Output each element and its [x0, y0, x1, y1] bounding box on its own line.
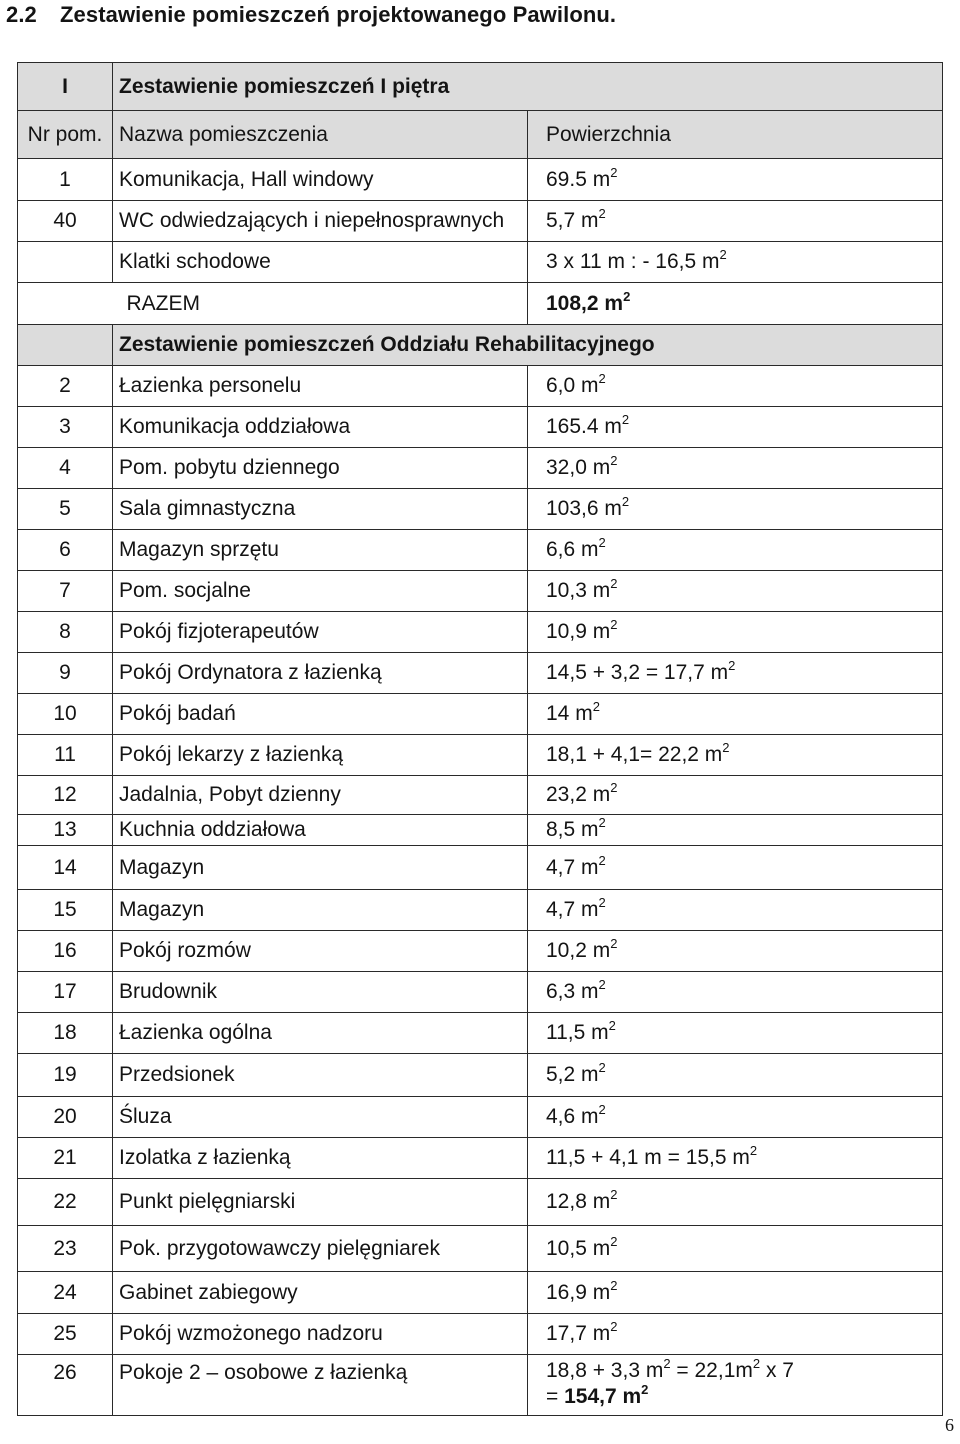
room-area-value: 6,0 m: [546, 374, 599, 397]
rehab-section-header: [18, 325, 943, 366]
room-area-part-b: = 22,1m: [670, 1359, 753, 1382]
room-area: [528, 1097, 943, 1138]
room-area: [528, 653, 943, 694]
table-row: [18, 890, 943, 931]
room-area-value: 69.5 m: [546, 167, 611, 191]
column-header-area: Powierzchnia: [528, 111, 943, 159]
room-area: [528, 407, 943, 448]
table-row: [18, 612, 943, 653]
room-area: [528, 694, 943, 735]
unit-exponent: 2: [752, 1356, 761, 1371]
room-name: Łazienka personelu: [113, 366, 528, 407]
room-area-value: 4,7 m: [546, 898, 599, 921]
room-number: 6: [18, 530, 113, 571]
room-name: Pom. socjalne: [113, 571, 528, 612]
room-name: Pokój fizjoterapeutów: [113, 612, 528, 653]
room-area: [528, 1138, 943, 1179]
room-area: [528, 489, 943, 530]
section-number: 2.2: [6, 2, 37, 27]
room-area-value: 32,0 m: [546, 456, 611, 479]
table-row: [18, 159, 943, 201]
unit-exponent: 2: [610, 617, 618, 632]
unit-exponent: 2: [598, 206, 606, 221]
table-row: [18, 1138, 943, 1179]
room-area-value: 4,7 m: [546, 855, 599, 879]
table-row: [18, 1226, 943, 1272]
room-area: [528, 366, 943, 407]
room-area: [528, 1013, 943, 1054]
total-value-text: 108,2 m: [546, 291, 624, 315]
table-row: [18, 530, 943, 571]
unit-exponent: 2: [598, 815, 606, 830]
room-name: Pokój lekarzy z łazienką: [113, 735, 528, 776]
room-name: Komunikacja oddziałowa: [113, 407, 528, 448]
room-area-value: 5,2 m: [546, 1063, 599, 1086]
room-area-value: 17,7 m: [546, 1322, 611, 1345]
table-row: [18, 735, 943, 776]
room-area: [528, 931, 943, 972]
room-name: Pok. przygotowawczy pielęgniarek: [113, 1226, 528, 1272]
room-number: 25: [18, 1314, 113, 1355]
room-number: 7: [18, 571, 113, 612]
room-area-value: 10,9 m: [546, 620, 611, 643]
unit-exponent: 2: [608, 1018, 616, 1033]
table-row: [18, 1179, 943, 1226]
room-name: Jadalnia, Pobyt dzienny: [113, 776, 528, 815]
room-area-part-c: x 7: [760, 1359, 794, 1382]
room-area-value: 14,5 + 3,2 = 17,7 m: [546, 661, 729, 684]
unit-exponent: 2: [598, 535, 606, 550]
room-number: 10: [18, 694, 113, 735]
column-header-nr: Nr pom.: [18, 111, 113, 159]
room-number: 5: [18, 489, 113, 530]
section-heading: [6, 2, 616, 28]
room-area-value: 10,5 m: [546, 1236, 611, 1260]
room-area-value: 6,3 m: [546, 980, 599, 1003]
unit-exponent: 2: [749, 1143, 758, 1158]
room-area: [528, 612, 943, 653]
room-name: Łazienka ogólna: [113, 1013, 528, 1054]
room-name: Sala gimnastyczna: [113, 489, 528, 530]
unit-exponent: 2: [610, 576, 618, 591]
table-row: [18, 448, 943, 489]
room-area: [528, 1179, 943, 1226]
room-area: [528, 571, 943, 612]
total-empty-cell: [18, 283, 113, 325]
table-row: [18, 1097, 943, 1138]
unit-exponent: 2: [610, 936, 618, 951]
total-row: [18, 283, 943, 325]
unit-exponent: 2: [728, 658, 736, 673]
room-number: [18, 242, 113, 283]
room-number: 8: [18, 612, 113, 653]
table-row: [18, 1355, 943, 1416]
room-name: Magazyn: [113, 846, 528, 890]
room-number: 13: [18, 815, 113, 846]
room-name: Punkt pielęgniarski: [113, 1179, 528, 1226]
room-number: 15: [18, 890, 113, 931]
unit-exponent: 2: [610, 1233, 618, 1249]
unit-exponent: 2: [610, 1277, 618, 1293]
rooms-table: [17, 62, 943, 1416]
room-name: Pokój rozmów: [113, 931, 528, 972]
unit-exponent: 2: [663, 1356, 671, 1371]
page-number: 6: [945, 1415, 954, 1435]
table-row: [18, 571, 943, 612]
room-number: 22: [18, 1179, 113, 1226]
table-row: [18, 1013, 943, 1054]
unit-exponent: 2: [598, 1102, 606, 1117]
unit-exponent: 2: [598, 852, 606, 868]
room-area: [528, 815, 943, 846]
unit-exponent: 2: [598, 1060, 606, 1075]
room-area: [528, 530, 943, 571]
room-area: [528, 890, 943, 931]
unit-exponent: 2: [610, 780, 618, 795]
room-number: 19: [18, 1054, 113, 1097]
room-area-value: 18,1 + 4,1= 22,2 m: [546, 743, 723, 766]
room-number: 17: [18, 972, 113, 1013]
room-number: 40: [18, 201, 113, 242]
table-row: [18, 815, 943, 846]
table-row: [18, 407, 943, 448]
floor-section-header: [18, 63, 943, 111]
room-name: Pokoje 2 – osobowe z łazienką: [113, 1355, 528, 1416]
section-title: Zestawienie pomieszczeń projektowanego Pawilonu.: [60, 2, 617, 27]
unit-exponent: 2: [623, 288, 631, 304]
table-row: [18, 1272, 943, 1314]
room-name: Pokój wzmożonego nadzoru: [113, 1314, 528, 1355]
room-area-total: [564, 1382, 649, 1408]
room-name: Komunikacja, Hall windowy: [113, 159, 528, 201]
rehab-section-code: [18, 325, 113, 366]
room-name: Brudownik: [113, 972, 528, 1013]
table-row: [18, 1314, 943, 1355]
table-row: [18, 972, 943, 1013]
room-area: [528, 972, 943, 1013]
table-row: [18, 846, 943, 890]
room-name: Izolatka z łazienką: [113, 1138, 528, 1179]
room-area: [528, 1054, 943, 1097]
room-name: Kuchnia oddziałowa: [113, 815, 528, 846]
unit-exponent: 2: [610, 453, 618, 468]
room-area-value: 6,6 m: [546, 538, 599, 561]
room-number: 4: [18, 448, 113, 489]
room-area-value: 103,6 m: [546, 497, 622, 520]
table-row: [18, 694, 943, 735]
room-name: Pom. pobytu dziennego: [113, 448, 528, 489]
unit-exponent: 2: [641, 1382, 649, 1397]
room-number: 1: [18, 159, 113, 201]
room-name: Pokój badań: [113, 694, 528, 735]
floor-section-title: Zestawienie pomieszczeń I piętra: [113, 63, 943, 111]
room-name: Gabinet zabiegowy: [113, 1272, 528, 1314]
unit-exponent: 2: [598, 371, 606, 386]
room-area-value: 11,5 m: [546, 1021, 609, 1044]
room-name: Pokój Ordynatora z łazienką: [113, 653, 528, 694]
room-name: WC odwiedzających i niepełnosprawnych: [113, 201, 528, 242]
room-number: 18: [18, 1013, 113, 1054]
room-area: [528, 776, 943, 815]
room-area: [528, 201, 943, 242]
room-area-value: 165.4 m: [546, 415, 622, 438]
room-area-value: 10,3 m: [546, 579, 611, 602]
room-area-value: 23,2 m: [546, 783, 611, 806]
room-number: 26: [18, 1355, 113, 1416]
room-name: Magazyn: [113, 890, 528, 931]
room-number: 9: [18, 653, 113, 694]
room-area-part-d: =: [546, 1385, 565, 1408]
unit-exponent: 2: [598, 895, 606, 910]
table-row: [18, 776, 943, 815]
unit-exponent: 2: [621, 494, 630, 509]
table-row: [18, 201, 943, 242]
room-area-total-text: 154,7 m: [564, 1385, 642, 1408]
room-area-value: 4,6 m: [546, 1105, 599, 1128]
room-area-part-a: 18,8 + 3,3 m: [546, 1359, 664, 1382]
column-header-row: [18, 111, 943, 159]
table-row: [18, 931, 943, 972]
room-area: [528, 846, 943, 890]
unit-exponent: 2: [610, 164, 618, 180]
room-area-value: 11,5 + 4,1 m = 15,5 m: [546, 1146, 750, 1169]
room-area-value: 14 m: [546, 702, 593, 725]
room-area: [528, 1314, 943, 1355]
column-header-name: Nazwa pomieszczenia: [113, 111, 528, 159]
room-area-value: 10,2 m: [546, 939, 611, 962]
floor-section-code: I: [18, 63, 113, 111]
room-number: 21: [18, 1138, 113, 1179]
room-number: 12: [18, 776, 113, 815]
room-area: [528, 159, 943, 201]
room-area-value: 5,7 m: [546, 209, 599, 232]
unit-exponent: 2: [610, 1319, 618, 1334]
room-area-value: 8,5 m: [546, 818, 599, 841]
table-row: [18, 489, 943, 530]
room-area: [528, 1355, 943, 1416]
room-area-value: 16,9 m: [546, 1280, 611, 1304]
room-name: Klatki schodowe: [113, 242, 528, 283]
room-number: 2: [18, 366, 113, 407]
unit-exponent: 2: [621, 412, 630, 427]
room-area: [528, 1226, 943, 1272]
room-area: [528, 1272, 943, 1314]
rehab-section-title: Zestawienie pomieszczeń Oddziału Rehabilitacyjnego: [113, 325, 943, 366]
room-number: 24: [18, 1272, 113, 1314]
table-row: [18, 242, 943, 283]
unit-exponent: 2: [610, 1187, 618, 1202]
room-number: 20: [18, 1097, 113, 1138]
table-row: [18, 366, 943, 407]
total-label: RAZEM: [113, 283, 528, 325]
unit-exponent: 2: [719, 247, 727, 262]
room-number: 14: [18, 846, 113, 890]
table-row: [18, 1054, 943, 1097]
table-row: [18, 653, 943, 694]
room-name: Śluza: [113, 1097, 528, 1138]
room-area: [528, 242, 943, 283]
room-number: 3: [18, 407, 113, 448]
unit-exponent: 2: [592, 699, 600, 714]
unit-exponent: 2: [722, 740, 730, 755]
room-number: 23: [18, 1226, 113, 1272]
room-area-value: 12,8 m: [546, 1190, 611, 1213]
total-value: [528, 283, 943, 325]
room-area-value: 3 x 11 m : - 16,5 m: [546, 250, 720, 273]
room-name: Magazyn sprzętu: [113, 530, 528, 571]
unit-exponent: 2: [598, 977, 606, 992]
room-number: 16: [18, 931, 113, 972]
room-area: [528, 735, 943, 776]
room-number: 11: [18, 735, 113, 776]
room-name: Przedsionek: [113, 1054, 528, 1097]
room-area: [528, 448, 943, 489]
